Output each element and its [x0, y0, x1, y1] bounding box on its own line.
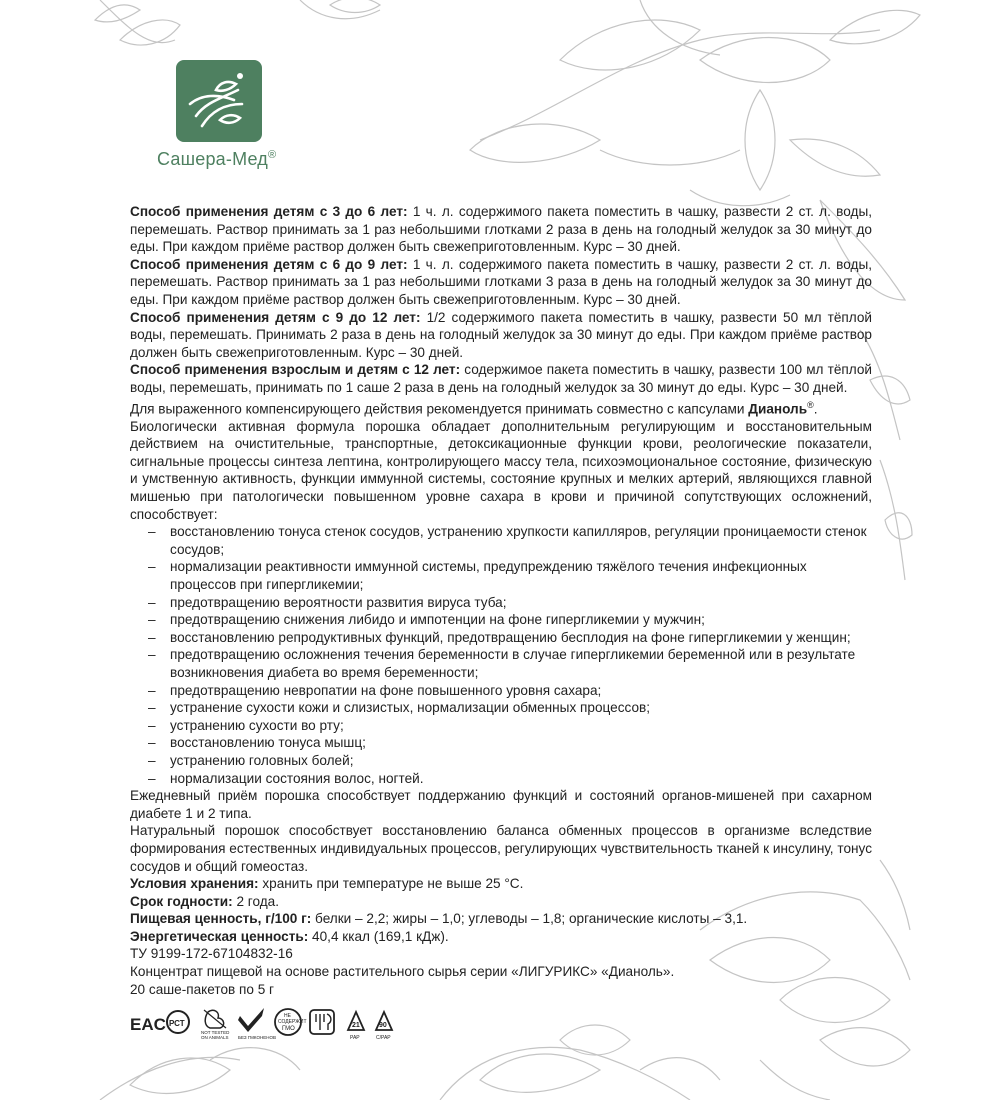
svg-text:C/PAP: C/PAP — [376, 1035, 391, 1040]
list-item: – устранение сухости кожи и слизистых, нормализации обменных процессов; — [130, 699, 872, 717]
svg-text:90: 90 — [379, 1022, 387, 1029]
product-description — [130, 203, 872, 998]
no-gmo-badge-icon — [275, 1009, 307, 1035]
usage-adult: Способ применения взрослым и детям с 12 лет: содержимое пакета поместить в чашку, развести 100 мл тёплой воды, перемешать, принимать по 1 саше 2 раза в день на голодный желудок за 30 минут до еды. Курс – 30 дней. — [130, 362, 872, 395]
energy-value: Энергетическая ценность: 40,4 ккал (169,1 кДж). — [130, 928, 449, 944]
svg-text:21: 21 — [352, 1022, 360, 1029]
brand-logo — [176, 60, 262, 142]
list-item: – восстановлению тонуса стенок сосудов, устранению хрупкости капилляров, регуляции проницаемости стенок сосудов; — [130, 523, 872, 558]
effects-list — [130, 523, 872, 787]
svg-text:ON ANIMALS: ON ANIMALS — [201, 1035, 229, 1040]
list-item: – нормализации реактивности иммунной системы, предупреждению тяжёлого течения инфекционных процессов при гипергликемии; — [130, 558, 872, 593]
recycle-pap-icon — [348, 1012, 364, 1040]
list-item: – предотвращению невропатии на фоне повышенного уровня сахара; — [130, 682, 872, 700]
svg-text:РСТ: РСТ — [169, 1019, 185, 1028]
natural-paragraph: Натуральный порошок способствует восстановлению баланса обменных процессов в организме вследствие формирования естественных индивидуальных процессов, регулирующих чувствительность тканей к инсулину, тонус сосудов и общий гомеостаз. — [130, 823, 872, 874]
list-item: – восстановлению тонуса мышц; — [130, 734, 872, 752]
no-gmo-checkmark-icon — [238, 1008, 276, 1040]
list-item: – восстановлению репродуктивных функций, предотвращению бесплодия на фоне гипергликемии у женщин; — [130, 629, 872, 647]
eac-icon — [130, 1015, 166, 1034]
concentrate-description: Концентрат пищевой на основе растительного сырья серии «ЛИГУРИКС» «Дианоль». — [130, 964, 675, 980]
list-item: – предотвращению осложнения течения беременности в случае гипергликемии беременной или в результате возникновения диабета во время беременности; — [130, 646, 872, 681]
svg-text:PAP: PAP — [350, 1035, 360, 1040]
combo-recommendation: Для выраженного компенсирующего действия рекомендуется принимать совместно с капсулами Дианоль®. — [130, 399, 818, 417]
list-item: – нормализации состояния волос, ногтей. — [130, 770, 872, 788]
svg-text:НЕ: НЕ — [284, 1013, 291, 1019]
rst-icon — [167, 1011, 189, 1033]
tu-code: ТУ 9199-172-67104832-16 — [130, 946, 293, 962]
svg-text:БЕЗ ГМКОНЕНОВ: БЕЗ ГМКОНЕНОВ — [238, 1035, 276, 1040]
svg-text:СОДЕРЖИТ: СОДЕРЖИТ — [278, 1019, 307, 1025]
food-safe-icon — [310, 1010, 334, 1034]
svg-text:NOT TESTED: NOT TESTED — [201, 1030, 230, 1035]
list-item: – предотвращению снижения либидо и импотенции на фоне гипергликемии у мужчин; — [130, 611, 872, 629]
not-tested-on-animals-icon — [201, 1010, 230, 1040]
svg-text:ГМО: ГМО — [282, 1026, 295, 1032]
certification-icons — [128, 1006, 408, 1038]
list-item: – устранению головных болей; — [130, 752, 872, 770]
leaf-icon — [176, 60, 262, 142]
shelf-life: Срок годности: 2 года. — [130, 893, 279, 909]
list-item: – предотвращению вероятности развития вируса туба; — [130, 594, 872, 612]
usage-3-6: Способ применения детям с 3 до 6 лет: 1 ч. л. содержимого пакета поместить в чашку, развести 2 ст. л. воды, перемешать. Раствор принимать за 1 раз небольшими глотками 2 раза в день на голодный желудок за 30 минут до еды. При каждом приёме раствор должен быть свежеприготовленным. Курс – 30 дней. — [130, 204, 872, 255]
storage-conditions: Условия хранения: хранить при температуре не выше 25 °С. — [130, 876, 524, 892]
nutrition-value: Пищевая ценность, г/100 г: белки – 2,2; жиры – 1,0; углеводы – 1,8; органические кислоты – 3,1. — [130, 911, 748, 927]
daily-paragraph: Ежедневный приём порошка способствует поддержанию функций и состояний органов-мишеней при сахарном диабете 1 и 2 типа. — [130, 788, 872, 821]
usage-9-12: Способ применения детям с 9 до 12 лет: 1/2 содержимого пакета поместить в чашку, развести 50 мл тёплой воды, перемешать. Принимать 2 раза в день на голодный желудок за 30 минут до еды. При каждом приёме раствор должен быть свежеприготовленным. Курс – 30 дней. — [130, 309, 872, 360]
list-item: – устранению сухости во рту; — [130, 717, 872, 735]
intro-paragraph: Биологически активная формула порошка обладает дополнительным регулирующим и восстановительным действием на очистительные, транспортные, детоксикационные функции крови, реологические показатели, сигнальные процессы синтеза лептина, контролирующего массу тела, психоэмоциональное состояние, физическую и умственную активность, функции иммунной системы, состояние крупных и мелких артерий, являющихся главной мишенью при патологически повышенном уровне сахара в крови и причиной сопутствующих осложнений, способствует: — [130, 418, 872, 522]
usage-6-9: Способ применения детям с 6 до 9 лет: 1 ч. л. содержимого пакета поместить в чашку, развести 2 ст. л. воды, перемешать. Раствор принимать за 1 раз небольшими глотками 3 раза в день на голодный желудок за 30 минут до еды. При каждом приёме раствор должен быть свежеприготовленным. Курс – 30 дней. — [130, 256, 872, 307]
svg-text:EAC: EAC — [130, 1015, 166, 1034]
brand-name: Сашера-Мед® — [157, 149, 277, 169]
package-info: 20 саше-пакетов по 5 г — [130, 981, 275, 997]
recycle-cpap-icon — [376, 1012, 392, 1040]
